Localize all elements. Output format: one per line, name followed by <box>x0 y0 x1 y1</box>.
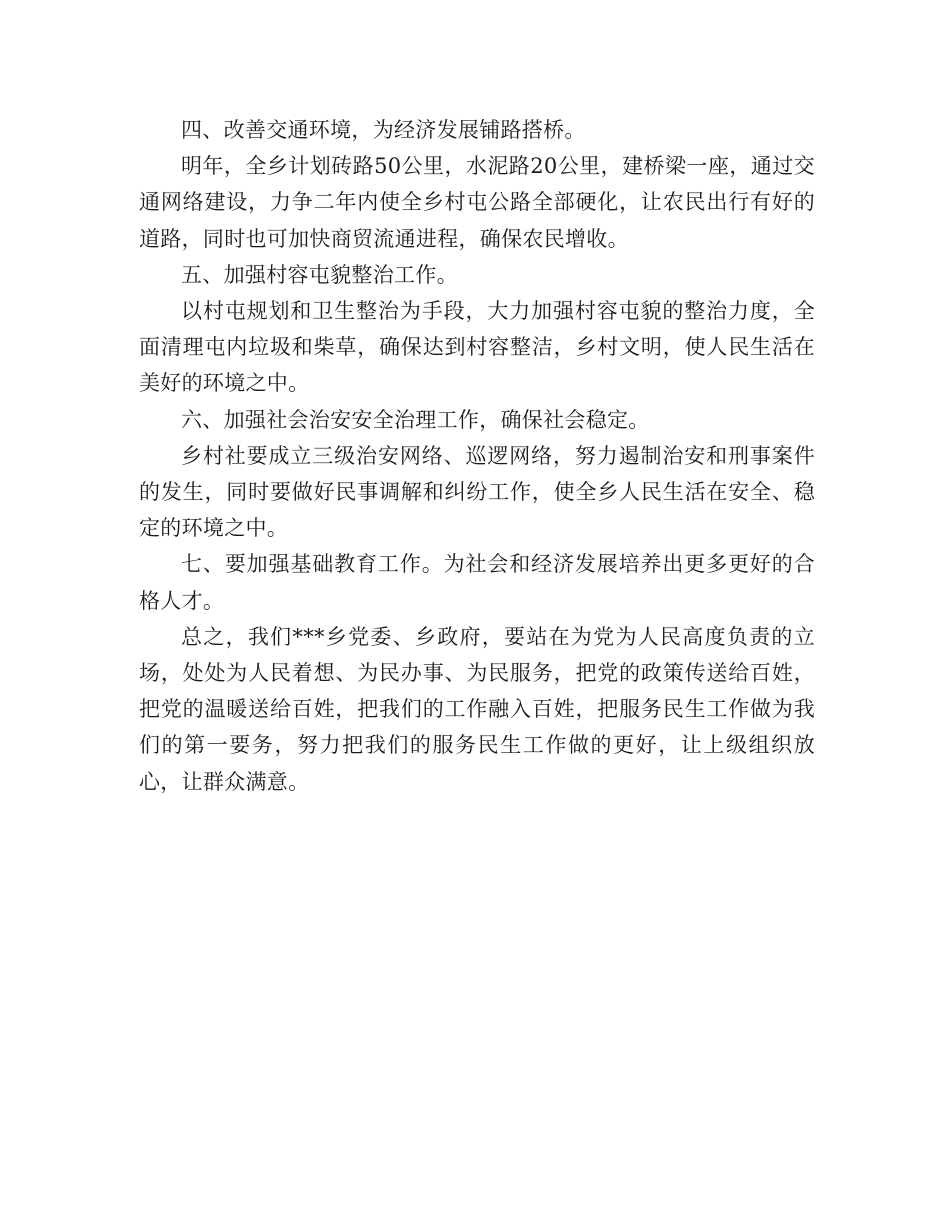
paragraph-village-cleanup: 以村屯规划和卫生整治为手段，大力加强村容屯貌的整治力度，全面清理屯内垃圾和柴草，确保达到村容整洁，乡村文明，使人民生活在美好的环境之中。 <box>139 299 815 396</box>
paragraph-security-network: 乡村社要成立三级治安网络、巡逻网络，努力遏制治安和刑事案件的发生，同时要做好民事调解和纠纷工作，使全乡人民生活在安全、稳定的环境之中。 <box>139 443 815 541</box>
paragraph-conclusion: 总之，我们***乡党委、乡政府，要站在为党为人民高度负责的立场，处处为人民着想、为民办事、为民服务，把党的政策传送给百姓，把党的温暖送给百姓，把我们的工作融入百姓，把服务民生工作做为我们的第一要务，努力把我们的服务民生工作做的更好，让上级组织放心，让群众满意。 <box>139 624 815 794</box>
heading-village-appearance: 五、加强村容屯貌整治工作。 <box>181 262 458 287</box>
heading-improve-transport: 四、改善交通环境，为经济发展铺路搭桥。 <box>181 118 586 142</box>
paragraph-transport-plan: 明年，全乡计划砖路50公里，水泥路20公里，建桥梁一座，通过交通网络建设，力争二年内使全乡村屯公路全部硬化，让农民出行有好的道路，同时也可加快商贸流通进程，确保农民增收。 <box>139 154 815 251</box>
heading-public-security: 六、加强社会治安安全治理工作，确保社会稳定。 <box>181 407 650 432</box>
heading-basic-education: 七、要加强基础教育工作。为社会和经济发展培养出更多更好的合格人才。 <box>139 552 815 613</box>
document-body <box>139 112 815 800</box>
